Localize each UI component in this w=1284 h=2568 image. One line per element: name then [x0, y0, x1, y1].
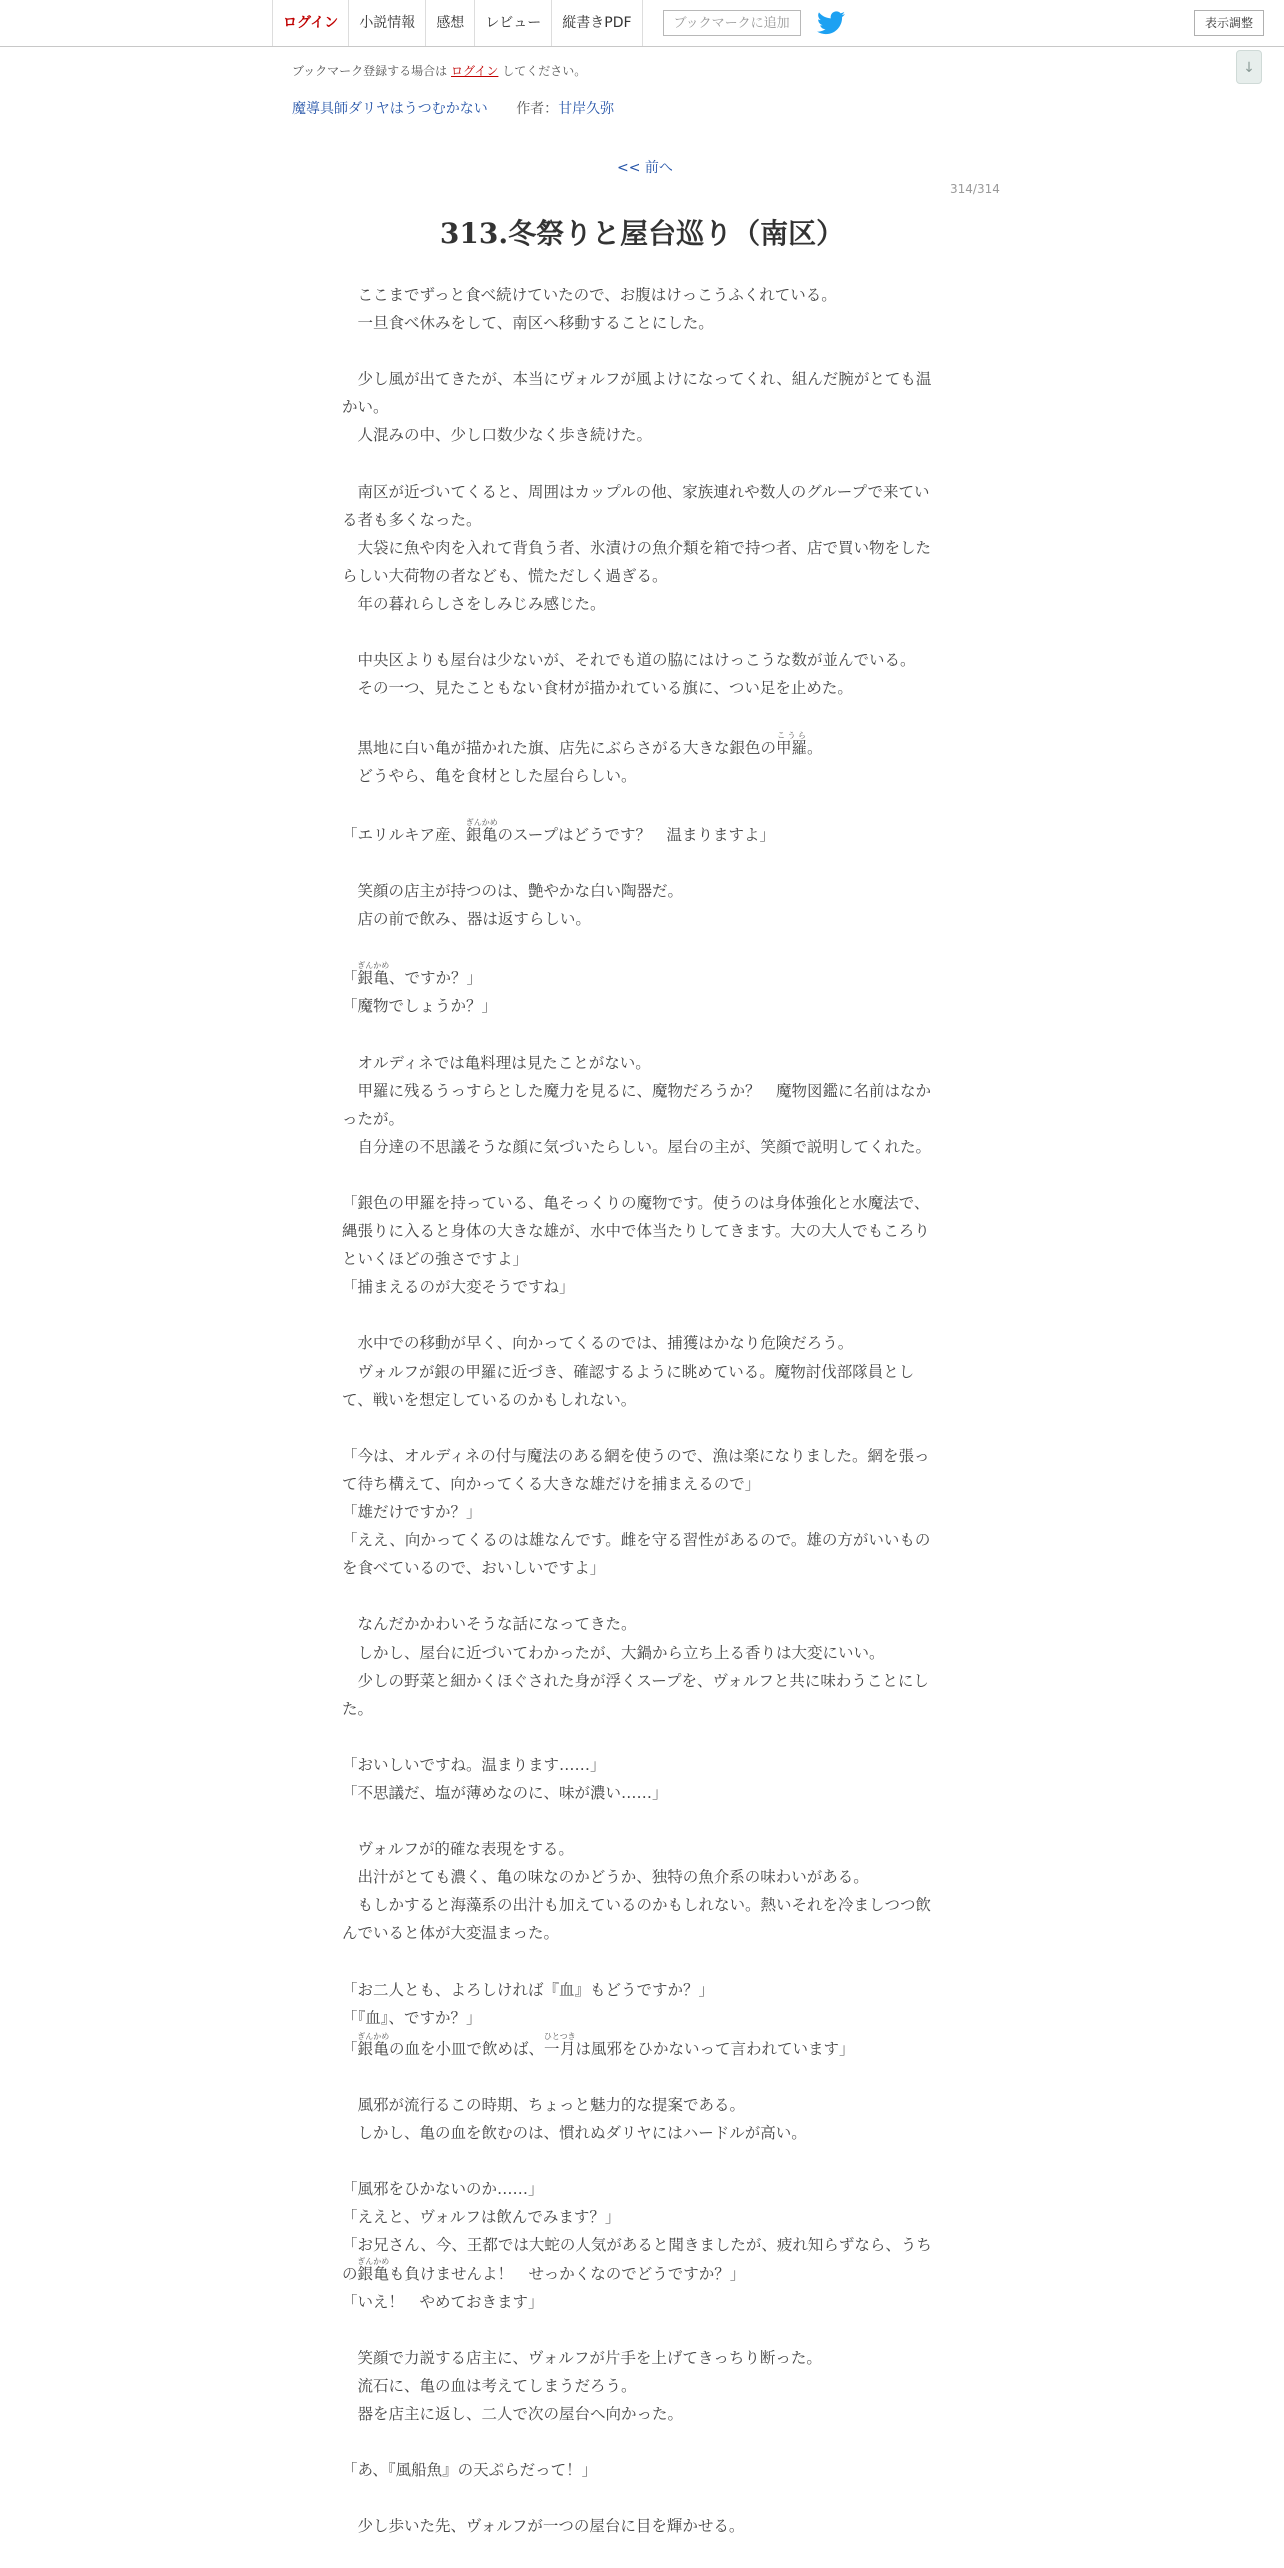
body-text: 黒地に白い亀が描かれた旗、店先にぶらさがる大きな銀色の	[342, 738, 777, 757]
body-line: 「雄だけですか？」	[342, 1503, 482, 1522]
ruby-word	[543, 2031, 576, 2058]
scroll-down-button[interactable]: ↓	[1236, 50, 1262, 84]
blank-line	[342, 702, 942, 730]
blank-line	[342, 1301, 942, 1329]
body-line: 笑顔の店主が持つのは、艶やかな白い陶器だ。	[342, 881, 684, 900]
nav-novel-info-link[interactable]: 小説情報	[348, 0, 425, 46]
body-line	[342, 2231, 942, 2287]
body-line: 風邪が流行るこの時期、ちょっと魅力的な提案である。	[342, 2096, 746, 2114]
top-nav-bar	[0, 0, 1284, 47]
body-line	[342, 731, 942, 762]
work-info	[292, 98, 614, 118]
nav-menu	[272, 0, 845, 46]
author-label: 作者：	[516, 101, 559, 117]
ruby-reading: ぎんかめ	[357, 2256, 390, 2266]
ruby-base: 一月	[543, 2039, 576, 2058]
blank-line	[342, 790, 942, 818]
body-line: 少しの野菜と細かくほぐされた身が浮くスープを、ヴォルフと共に味わうことにした。	[342, 1671, 929, 1718]
body-line: ヴォルフが銀の甲羅に近づき、確認するように眺めている。魔物討伐部隊員として、戦いを想定しているのかもしれない。	[342, 1362, 915, 1409]
body-line: その一つ、見たこともない食材が描かれている旗に、つい足を止めた。	[342, 679, 853, 698]
body-line: オルディネでは亀料理は見たことがない。	[342, 1053, 651, 1072]
ruby-word	[776, 730, 808, 757]
author-link[interactable]: 甘岸久弥	[558, 101, 615, 117]
prev-chapter-link[interactable]: << 前へ	[617, 160, 673, 176]
ruby-base: 銀亀	[357, 2264, 390, 2283]
body-line: 年の暮れらしさをしみじみ感じた。	[342, 595, 606, 614]
body-text: 「	[342, 2039, 358, 2058]
body-line: 「ええと、ヴォルフは飲んでみます？」	[342, 2208, 621, 2227]
body-line: ヴォルフが的確な表現をする。	[342, 1840, 574, 1859]
blank-line	[342, 2147, 942, 2175]
blank-line	[342, 1948, 942, 1976]
body-line: 一旦食べ休みをして、南区へ移動することにした。	[342, 314, 714, 333]
work-title-link[interactable]: 魔導具師ダリヤはうつむかない	[292, 101, 488, 117]
body-line: 「不思議だ、塩が薄めなのに、味が濃い……」	[342, 1783, 668, 1802]
body-line: 「魔物でしょうか？」	[342, 997, 498, 1016]
body-line: ここまでずっと食べ続けていたので、お腹はけっこうふくれている。	[342, 286, 837, 304]
body-text: 「	[342, 969, 358, 988]
body-line: 少し風が出てきたが、本当にヴォルフが風よけになってくれ、組んだ腕がとても温かい。	[342, 370, 932, 417]
body-line	[342, 961, 942, 992]
chapter-page-number: 314/314	[950, 182, 1000, 196]
nav-impressions-link[interactable]: 感想	[425, 0, 474, 46]
body-line: 「風邪をひかないのか……」	[342, 2180, 544, 2199]
body-line: 「おいしいですね。温まります……」	[342, 1755, 606, 1774]
body-text: のスープはどうです？ 温まりますよ」	[497, 825, 775, 844]
body-line: どうやら、亀を食材とした屋台らしい。	[342, 766, 637, 785]
body-line: 「捕まえるのが大変そうですね」	[342, 1278, 575, 1297]
blank-line	[342, 1414, 942, 1442]
body-text: 。	[807, 738, 823, 757]
blank-line	[342, 337, 942, 365]
blank-line	[342, 450, 942, 478]
body-line: 「ええ、向かってくるのは雄なんです。雌を守る習性があるので。雄の方がいいものを食べているので、おいしいですよ」	[342, 1531, 931, 1578]
ruby-base: 銀亀	[357, 969, 390, 988]
body-text: 、ですか？」	[389, 969, 483, 988]
bookmark-note-before: ブックマーク登録する場合は	[292, 64, 448, 78]
blank-line	[342, 2063, 942, 2091]
ruby-base: 銀亀	[357, 2039, 390, 2058]
body-line: 水中での移動が早く、向かってくるのでは、捕獲はかなり危険だろう。	[342, 1334, 854, 1353]
nav-pdf-link[interactable]: 縦書きPDF	[551, 0, 642, 46]
ruby-reading: ぎんかめ	[465, 817, 498, 827]
chapter-title: 313.冬祭りと屋台巡り（南区）	[439, 217, 845, 250]
body-text: は風邪をひかないって言われています」	[575, 2039, 855, 2058]
ruby-reading: ぎんかめ	[357, 961, 390, 971]
ruby-word	[357, 961, 390, 988]
body-text: 「エリルキア産、	[342, 825, 467, 844]
body-line: 器を店主に返し、二人で次の屋台へ向かった。	[342, 2405, 684, 2424]
ruby-word	[357, 2031, 390, 2058]
blank-line	[342, 2316, 942, 2344]
nav-login-link[interactable]: ログイン	[272, 0, 348, 46]
body-text: の血を小皿で飲めば、	[389, 2039, 545, 2058]
blank-line	[342, 1723, 942, 1751]
body-line: 「お二人とも、よろしければ『血』もどうですか？」	[342, 1980, 715, 1999]
body-line: 「今は、オルディネの付与魔法のある網を使うので、漁は楽になりました。網を張って待ち構えて、向かってくる大きな雄だけを捕まえるので」	[342, 1446, 930, 1493]
body-text: も負けませんよ！ せっかくなのでどうですか？」	[389, 2264, 746, 2283]
body-line: 笑顔で力説する店主に、ヴォルフが片手を上げてきっちり断った。	[342, 2348, 822, 2367]
body-line: 少し歩いた先、ヴォルフが一つの屋台に目を輝かせる。	[342, 2517, 745, 2536]
body-line: 南区が近づいてくると、周囲はカップルの他、家族連れや数人のグループで来ている者も多くなった。	[342, 482, 930, 529]
body-line: 甲羅に残るうっすらとした魔力を見るに、魔物だろうか？ 魔物図鑑に名前はなかったが。	[342, 1081, 932, 1128]
body-line: 中央区よりも屋台は少ないが、それでも道の脇にはけっこうな数が並んでいる。	[342, 651, 916, 670]
body-line: しかし、屋台に近づいてわかったが、大鍋から立ち上る香りは大変にいい。	[342, 1643, 885, 1662]
blank-line	[342, 2428, 942, 2456]
body-line: 自分達の不思議そうな顔に気づいたらしい。屋台の主が、笑顔で説明してくれた。	[342, 1137, 932, 1156]
nav-review-link[interactable]: レビュー	[474, 0, 551, 46]
body-line: しかし、亀の血を飲むのは、慣れぬダリヤにはハードルが高い。	[342, 2124, 807, 2143]
blank-line	[342, 1807, 942, 1835]
ruby-base: 甲羅	[776, 738, 808, 757]
blank-line	[342, 1020, 942, 1048]
blank-line	[342, 933, 942, 961]
body-text: 「お兄さん、今、王都では大蛇の人気があると聞きましたが、疲れ知らずなら、うちの	[342, 2236, 932, 2283]
ruby-reading: こうら	[776, 730, 808, 740]
ruby-word	[465, 817, 498, 844]
twitter-bird-icon[interactable]	[817, 11, 845, 35]
body-line: 「いえ！ やめておきます」	[342, 2292, 544, 2311]
body-line: もしかすると海藻系の出汁も加えているのかもしれない。熱いそれを冷ましつつ飲んでいると体が大変温まった。	[342, 1896, 932, 1943]
display-settings-button[interactable]: 表示調整	[1194, 10, 1264, 36]
ruby-reading: ぎんかめ	[357, 2031, 390, 2041]
ruby-reading: ひとつき	[543, 2031, 576, 2041]
ruby-base: 銀亀	[465, 825, 498, 844]
body-line: 人混みの中、少し口数少なく歩き続けた。	[342, 426, 653, 445]
body-line: 流石に、亀の血は考えてしまうだろう。	[342, 2376, 637, 2395]
body-line: なんだかかわいそうな話になってきた。	[342, 1615, 637, 1634]
bookmark-note-after: してください。	[502, 64, 587, 78]
body-line: 大袋に魚や肉を入れて背負う者、氷漬けの魚介類を箱で持つ者、店で買い物をしたらしい大荷物の者なども、慌ただしく過ぎる。	[342, 538, 932, 585]
body-line: 「銀色の甲羅を持っている、亀そっくりの魔物です。使うのは身体強化と水魔法で、縄張りに入ると身体の大きな雄が、水中で体当たりしてきます。大の大人でもころりといくほどの強さですよ」	[342, 1194, 930, 1269]
add-bookmark-button[interactable]: ブックマークに追加	[663, 10, 801, 36]
body-line: 「あ、『風船魚』の天ぷらだって！」	[342, 2461, 598, 2480]
body-line: 店の前で飲み、器は返すらしい。	[342, 910, 591, 929]
blank-line	[342, 1582, 942, 1610]
body-line	[342, 2032, 942, 2063]
blank-line	[342, 618, 942, 646]
chapter-body	[342, 281, 942, 2541]
blank-line	[342, 1161, 942, 1189]
body-line: 出汁がとても濃く、亀の味なのかどうか、独特の魚介系の味わいがある。	[342, 1868, 869, 1887]
blank-line	[342, 2484, 942, 2512]
body-line	[342, 818, 942, 849]
bookmark-login-link[interactable]: ログイン	[451, 64, 499, 78]
ruby-word	[357, 2256, 390, 2283]
blank-line	[342, 849, 942, 877]
body-line: 「『血』、ですか？」	[342, 2008, 482, 2027]
bookmark-login-note	[292, 62, 586, 79]
